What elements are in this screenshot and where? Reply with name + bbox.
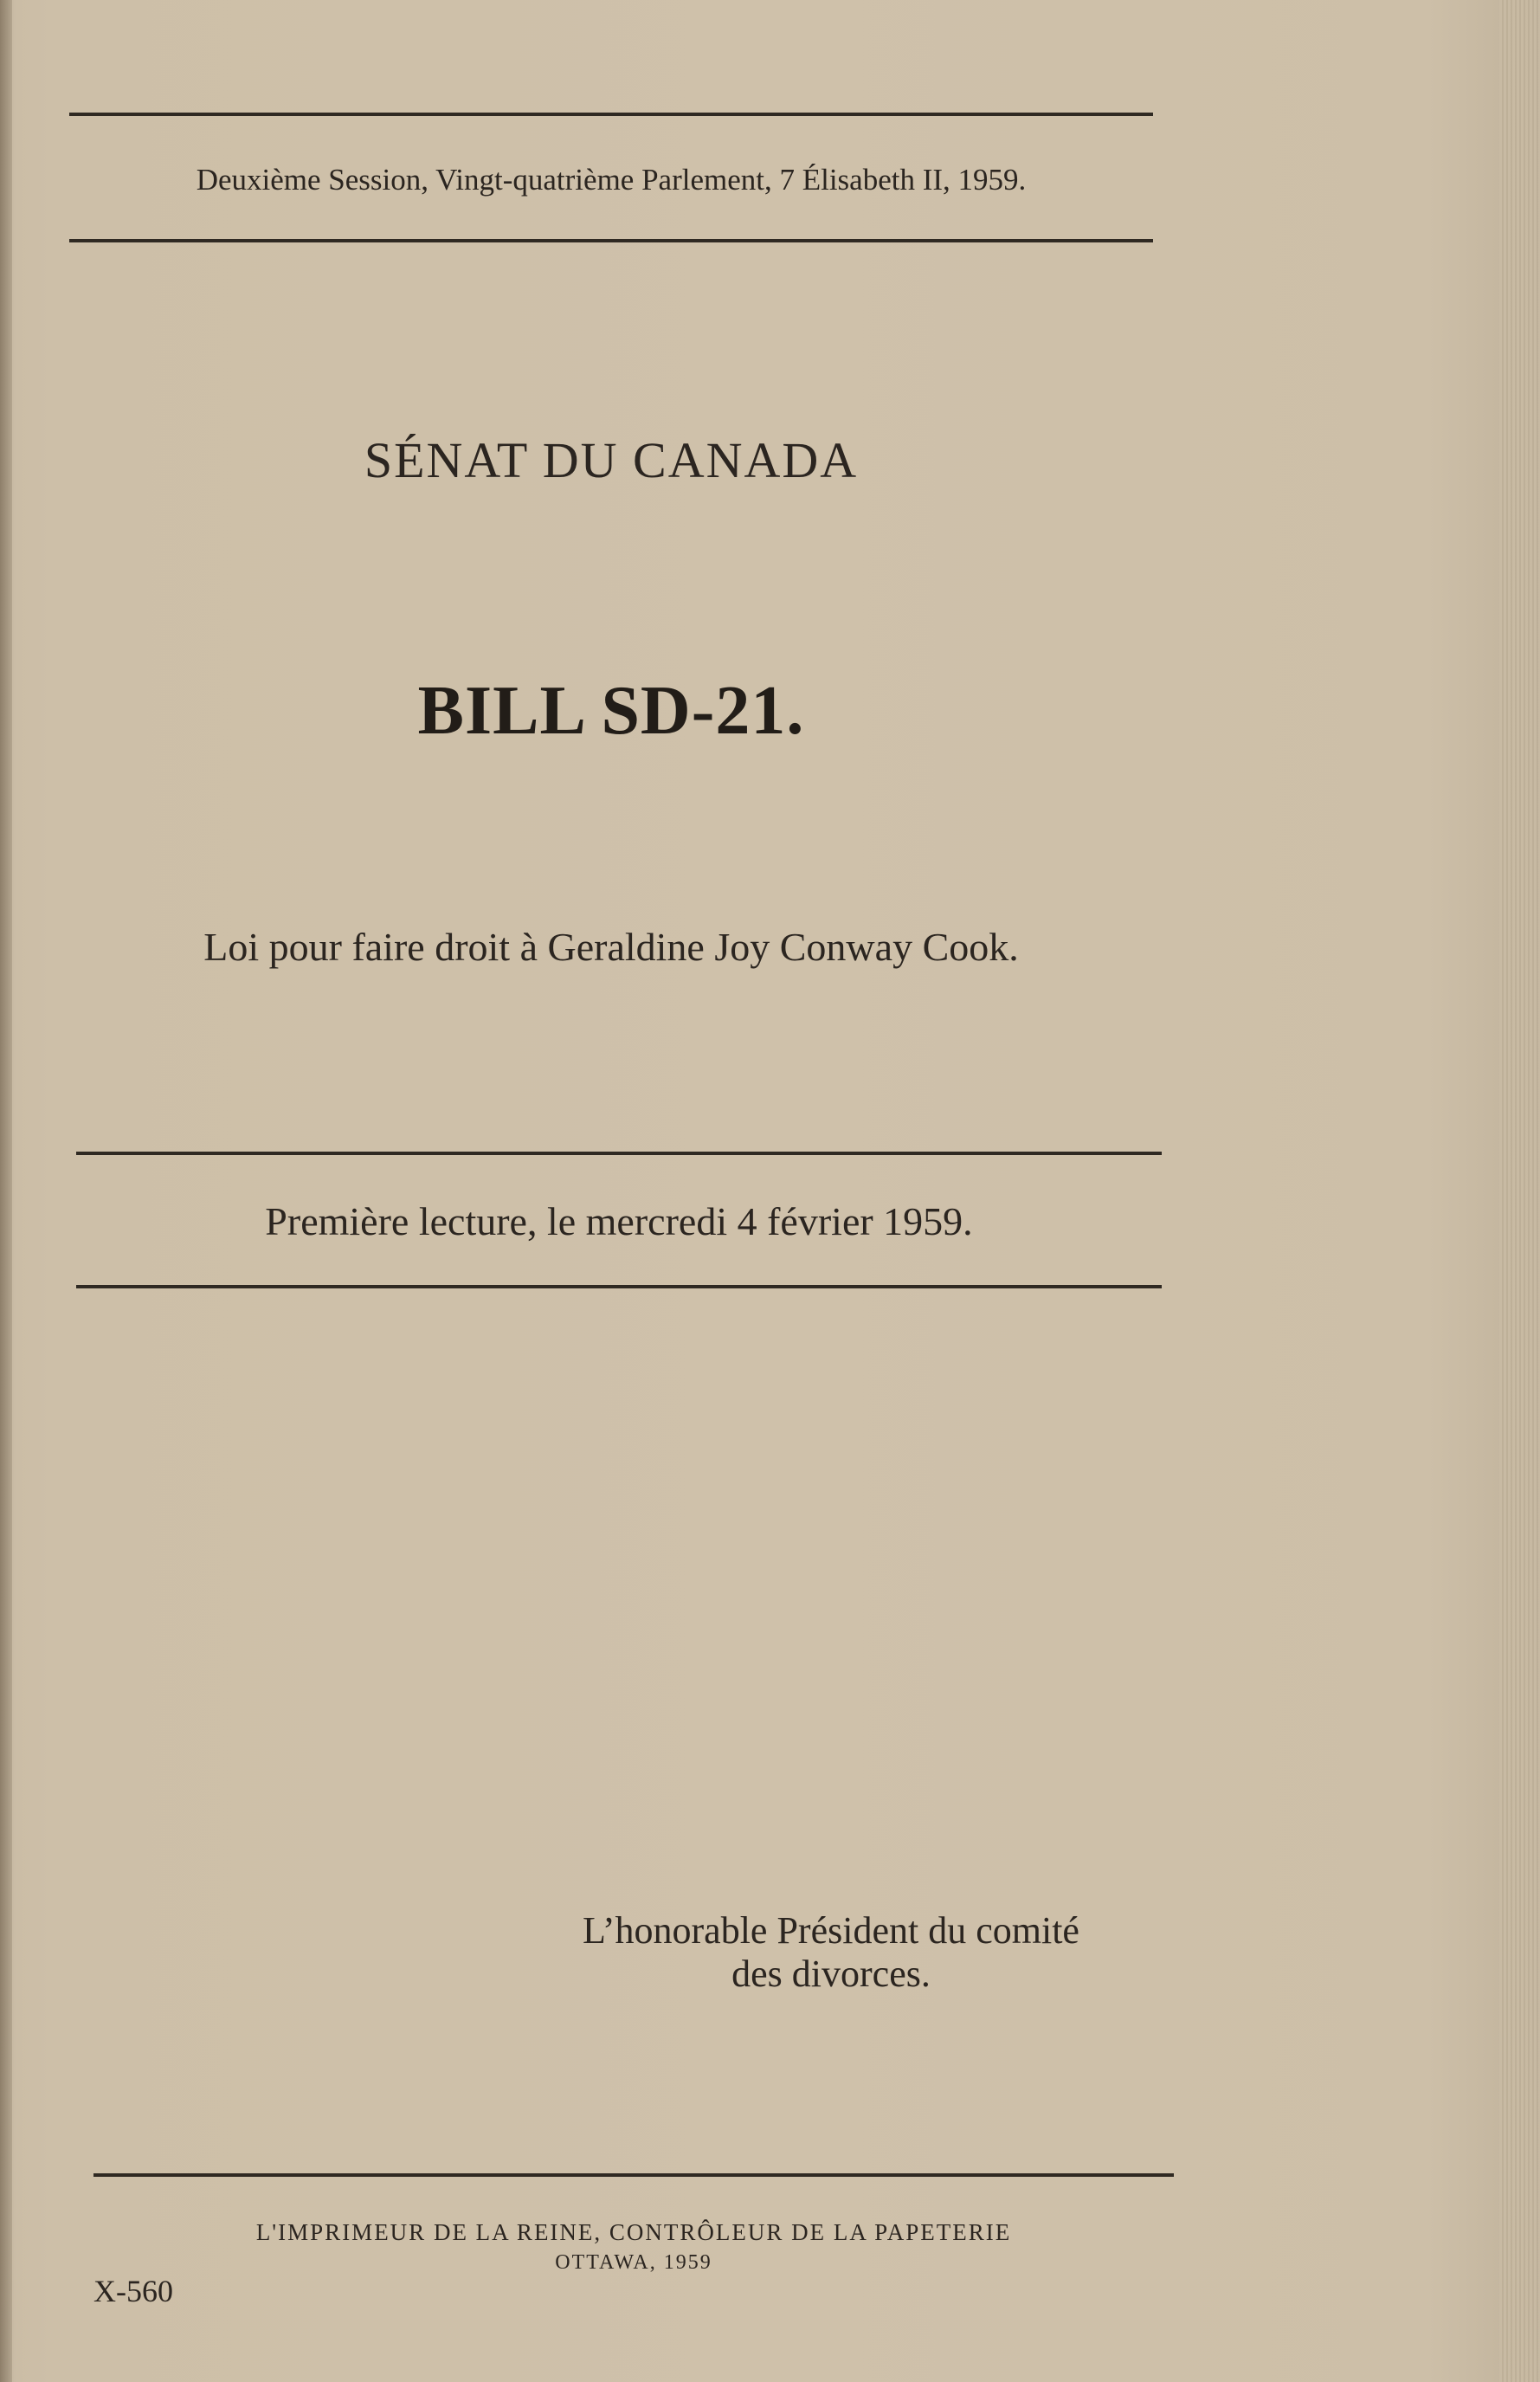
printer-line: L'IMPRIMEUR DE LA REINE, CONTRÔLEUR DE LA PAPETERIE: [255, 2219, 1012, 2245]
reading-rule-bottom: [76, 1285, 1162, 1288]
printer-place: OTTAWA, 1959: [555, 2251, 712, 2274]
reading-rule-top: [76, 1152, 1162, 1155]
header-rule-top: [69, 113, 1153, 116]
page-edges: [1499, 0, 1540, 2382]
bill-number: BILL SD-21.: [417, 673, 805, 749]
header-rule-bottom: [69, 239, 1153, 242]
sponsor-line-2: des divorces.: [731, 1953, 931, 1995]
footer-rule: [93, 2173, 1174, 2177]
session-line: Deuxième Session, Vingt-quatrième Parlement, 7 Élisabeth II, 1959.: [196, 163, 1027, 197]
bill-title: Loi pour faire droit à Geraldine Joy Conway Cook.: [203, 925, 1019, 969]
chamber-title: SÉNAT DU CANADA: [364, 432, 859, 488]
binding-edge: [0, 0, 12, 2382]
document-code: X-560: [93, 2274, 173, 2308]
sponsor-line-1: L’honorable Président du comité: [583, 1909, 1079, 1952]
first-reading: Première lecture, le mercredi 4 février 1959.: [265, 1199, 973, 1243]
